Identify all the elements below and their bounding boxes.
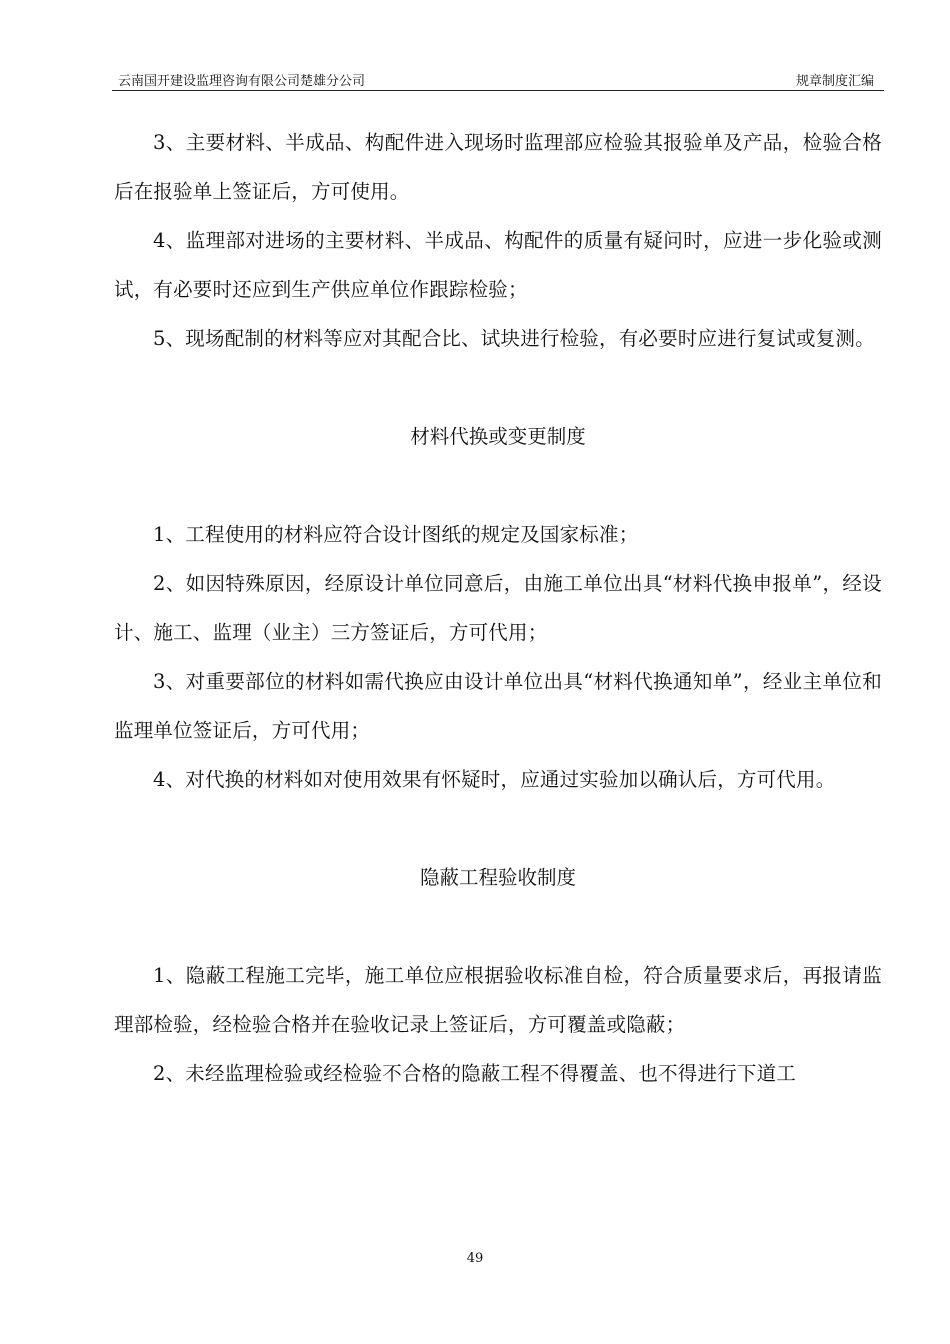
page-header xyxy=(112,66,884,91)
spacer xyxy=(114,804,882,853)
header-company: 云南国开建设监理咨询有限公司楚雄分公司 xyxy=(118,74,366,89)
page-number: 49 xyxy=(466,1251,484,1266)
page-content xyxy=(114,118,882,1098)
paragraph: 2、未经监理检验或经检验不合格的隐蔽工程不得覆盖、也不得进行下道工 xyxy=(153,1062,797,1085)
paragraph: 4、监理部对进场的主要材料、半成品、构配件的质量有疑问时，应进一步化验或测试，有必要时还应到生产供应单位作跟踪检验； xyxy=(114,229,882,301)
section-heading-material-substitution: 材料代换或变更制度 xyxy=(410,425,586,448)
paragraph: 1、隐蔽工程施工完毕，施工单位应根据验收标准自检，符合质量要求后，再报请监理部检验，经检验合格并在验收记录上签证后，方可覆盖或隐蔽； xyxy=(114,964,882,1036)
paragraph: 1、工程使用的材料应符合设计图纸的规定及国家标准； xyxy=(153,523,639,546)
section-heading-concealed-works: 隐蔽工程验收制度 xyxy=(419,866,576,889)
header-doc-title: 规章制度汇编 xyxy=(795,74,874,89)
paragraph: 3、主要材料、半成品、构配件进入现场时监理部应检验其报验单及产品，检验合格后在报验单上签证后，方可使用。 xyxy=(114,131,882,203)
spacer xyxy=(114,461,882,510)
paragraph: 4、对代换的材料如对使用效果有怀疑时，应通过实验加以确认后，方可代用。 xyxy=(153,768,836,791)
paragraph: 3、对重要部位的材料如需代换应由设计单位出具“材料代换通知单”，经业主单位和监理单位签证后，方可代用； xyxy=(114,670,882,742)
paragraph: 2、如因特殊原因，经原设计单位同意后，由施工单位出具“材料代换申报单”，经设计、施工、监理（业主）三方签证后，方可代用； xyxy=(114,572,882,644)
spacer xyxy=(114,902,882,951)
paragraph: 5、现场配制的材料等应对其配合比、试块进行检验，有必要时应进行复试或复测。 xyxy=(153,327,875,350)
spacer xyxy=(114,363,882,412)
